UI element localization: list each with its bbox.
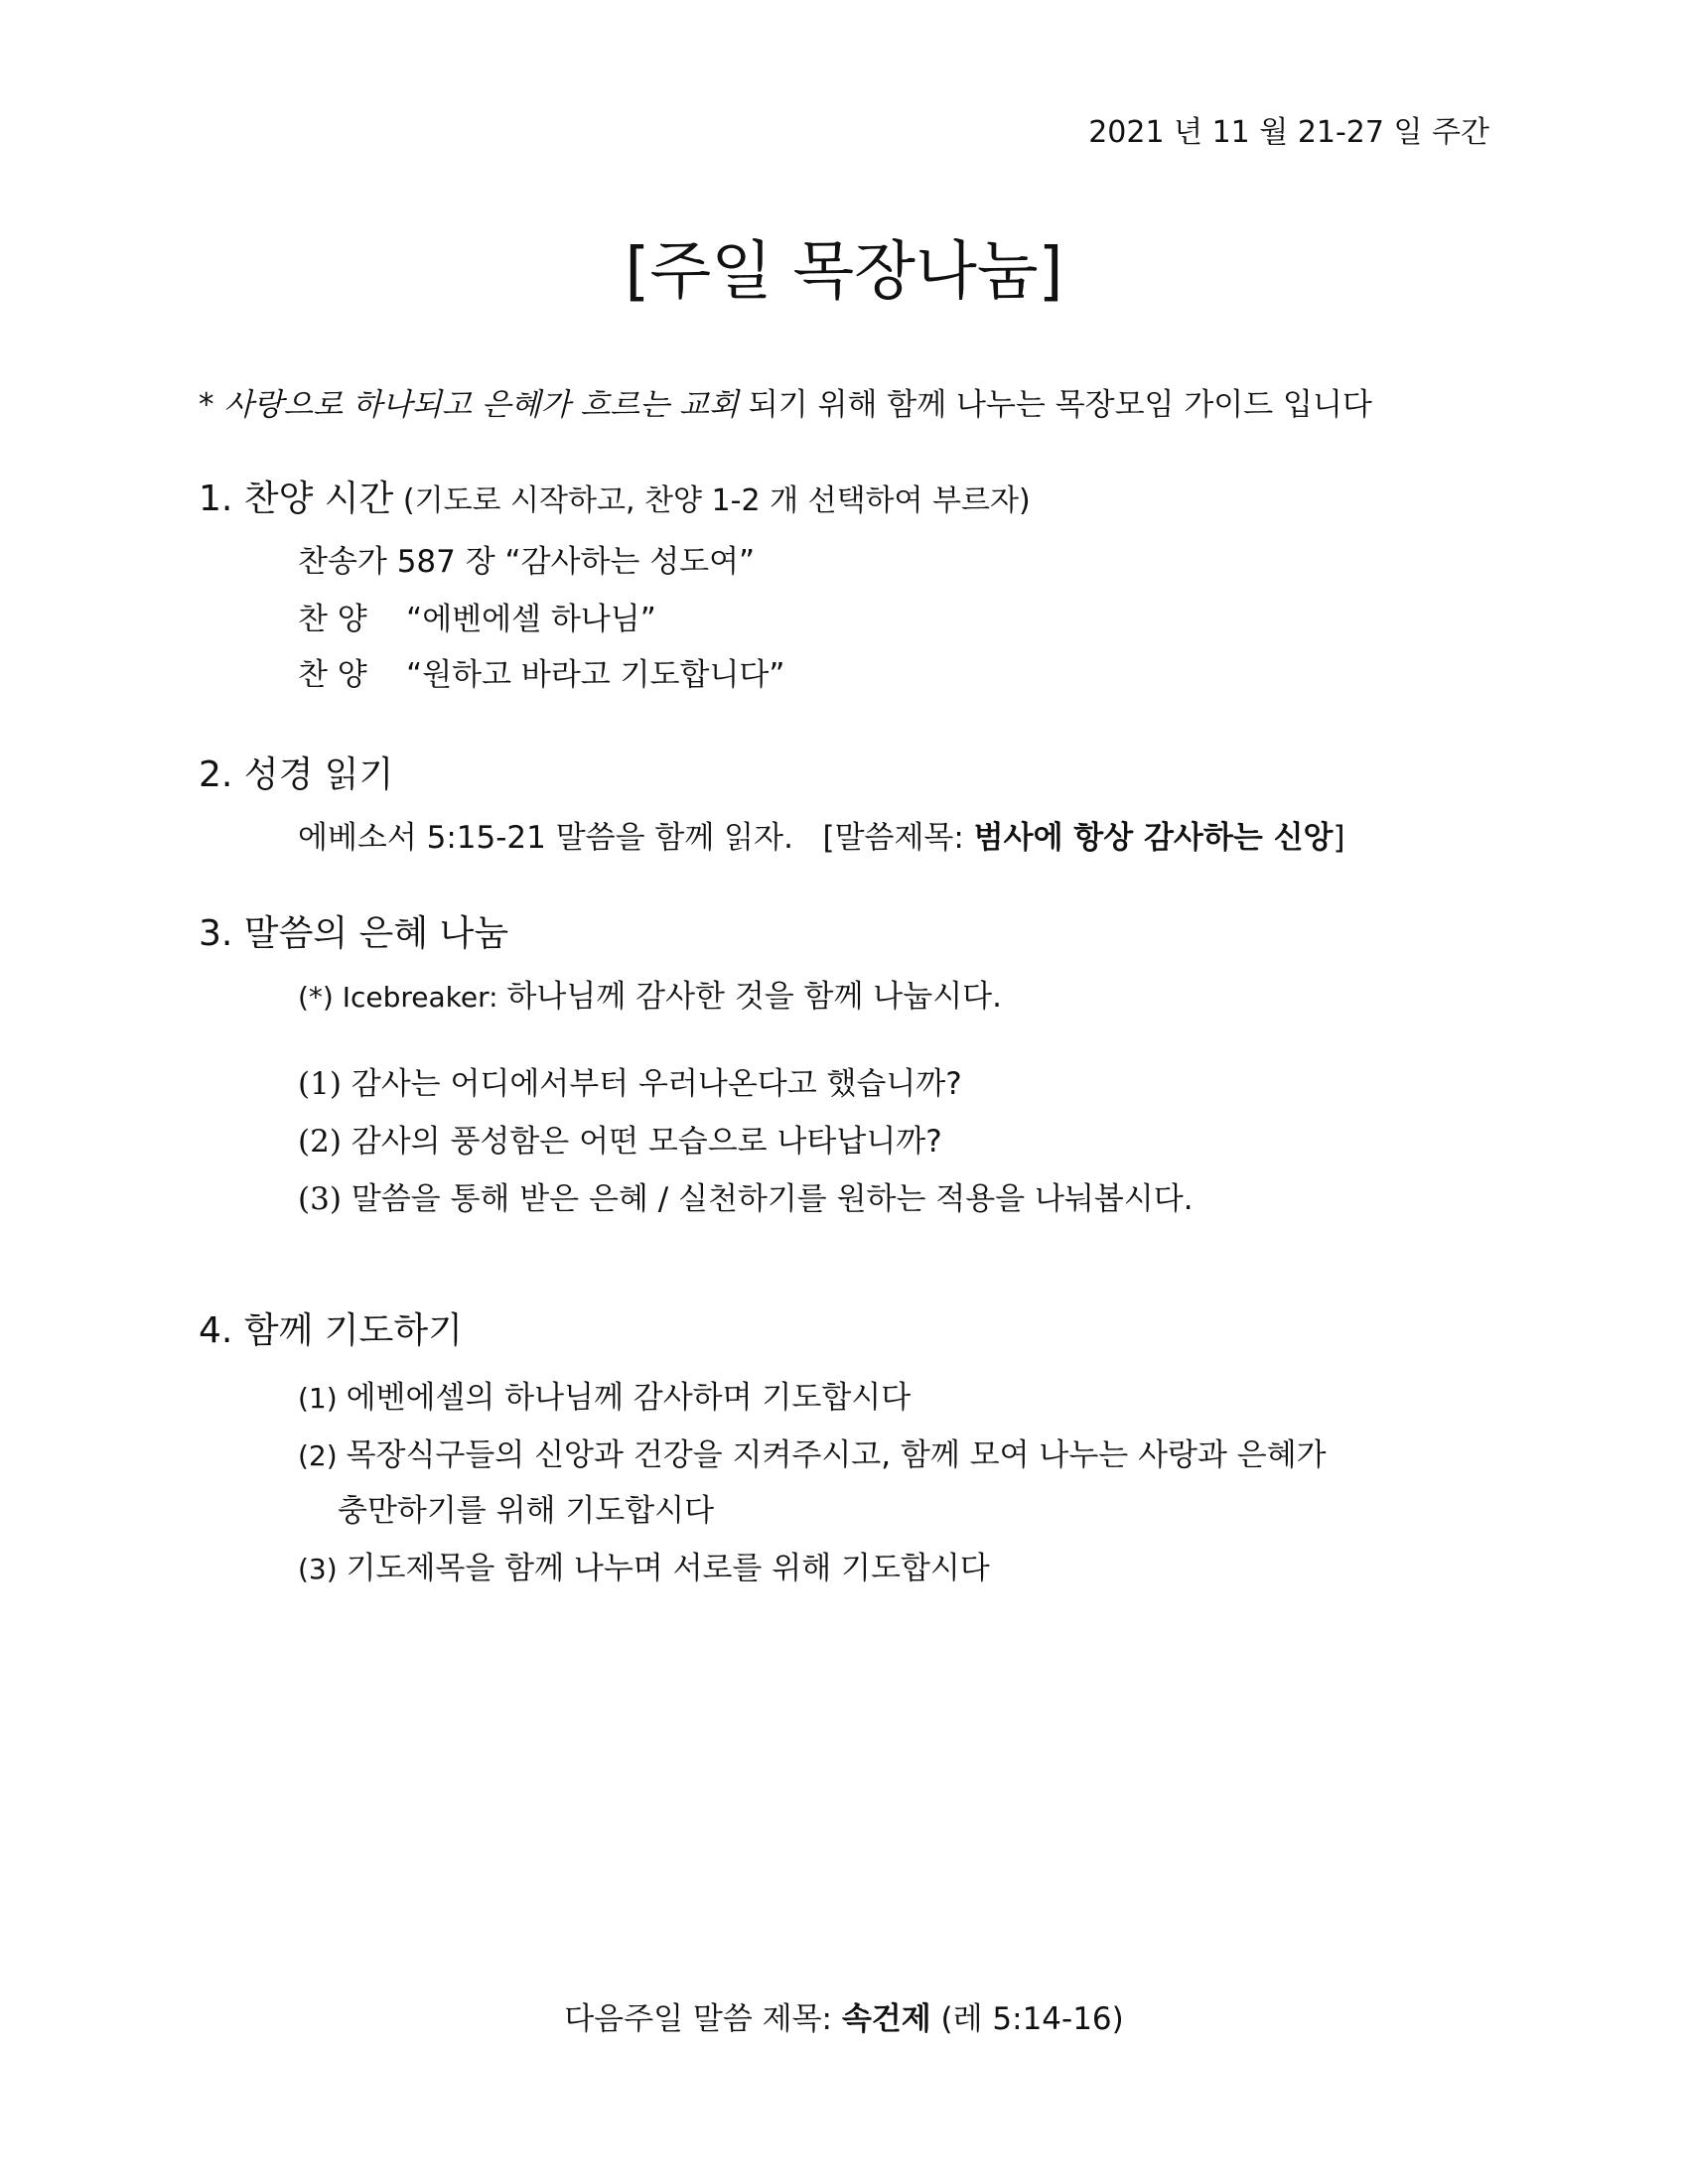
reading-close: ] xyxy=(1333,820,1345,856)
section-reading-heading: 2. 성경 읽기 xyxy=(199,754,394,795)
prayer-item-continued xyxy=(338,1485,714,1530)
next-week-sermon xyxy=(0,1993,1688,2038)
intro-emphasis: 사랑으로 하나되고 은혜가 흐르는 교회 xyxy=(223,387,739,423)
section-praise-title: 1. 찬양 시간 xyxy=(199,478,394,519)
praise-item: 찬 양 “원하고 바라고 기도합니다” xyxy=(298,657,785,693)
section-grace-heading: 3. 말씀의 은혜 나눔 xyxy=(199,913,509,954)
prayer-number: (2) xyxy=(298,1439,347,1472)
section-praise-subtitle: (기도로 시작하고, 찬양 1-2 개 선택하여 부르자) xyxy=(393,483,1031,518)
sermon-title: 범사에 항상 감사하는 신앙 xyxy=(973,820,1334,856)
question-text: 감사는 어디에서부터 우러나온다고 했습니까? xyxy=(351,1066,962,1102)
icebreaker-label: (*) Icebreaker: xyxy=(298,981,507,1014)
prayer-number: (1) xyxy=(298,1382,347,1415)
question-item xyxy=(298,1173,1194,1218)
page-title: [주일 목장나눔] xyxy=(625,235,1063,309)
next-week-label: 다음주일 말씀 제목: xyxy=(564,2001,842,2037)
question-number: (1) xyxy=(298,1066,352,1102)
date-range: 2021 년 11 월 21-27 일 주간 xyxy=(1088,115,1489,150)
prayer-number: (3) xyxy=(298,1553,347,1585)
question-item xyxy=(298,1116,942,1160)
intro-rest: 되기 위해 함께 나누는 목장모임 가이드 입니다 xyxy=(738,387,1372,423)
prayer-text: 에벤에셀의 하나님께 감사하며 기도합시다 xyxy=(346,1380,912,1416)
next-week-title: 속건제 xyxy=(841,2001,931,2037)
question-text: 말씀을 통해 받은 은혜 / 실천하기를 원하는 적용을 나눠봅시다. xyxy=(351,1181,1194,1217)
icebreaker-line xyxy=(298,971,1002,1016)
section-prayer-heading: 4. 함께 기도하기 xyxy=(199,1310,463,1351)
question-text: 감사의 풍성함은 어떤 모습으로 나타납니까? xyxy=(351,1124,942,1160)
prayer-item xyxy=(298,1430,1327,1474)
intro-prefix: * xyxy=(199,387,224,423)
praise-item: 찬 양 “에벤에셀 하나님” xyxy=(298,602,656,637)
question-item xyxy=(298,1058,962,1103)
reading-text: 에베소서 5:15-21 말씀을 함께 읽자. [말씀제목: xyxy=(298,820,974,856)
prayer-text: 목장식구들의 신앙과 건강을 지켜주시고, 함께 모여 나누는 사랑과 은혜가 xyxy=(346,1437,1327,1473)
prayer-text: 충만하기를 위해 기도합시다 xyxy=(338,1493,715,1529)
question-number: (2) xyxy=(298,1124,352,1160)
next-week-reference: (레 5:14-16) xyxy=(930,2001,1124,2037)
praise-item: 찬송가 587 장 “감사하는 성도여” xyxy=(298,544,756,580)
section-praise-heading xyxy=(199,471,1031,521)
intro-line xyxy=(199,379,1372,424)
prayer-text: 기도제목을 함께 나누며 서로를 위해 기도합시다 xyxy=(346,1551,990,1586)
prayer-item xyxy=(298,1543,990,1587)
prayer-item xyxy=(298,1372,911,1417)
question-number: (3) xyxy=(298,1181,352,1217)
reading-line xyxy=(298,812,1345,857)
icebreaker-text: 하나님께 감사한 것을 함께 나눕시다. xyxy=(506,979,1002,1015)
